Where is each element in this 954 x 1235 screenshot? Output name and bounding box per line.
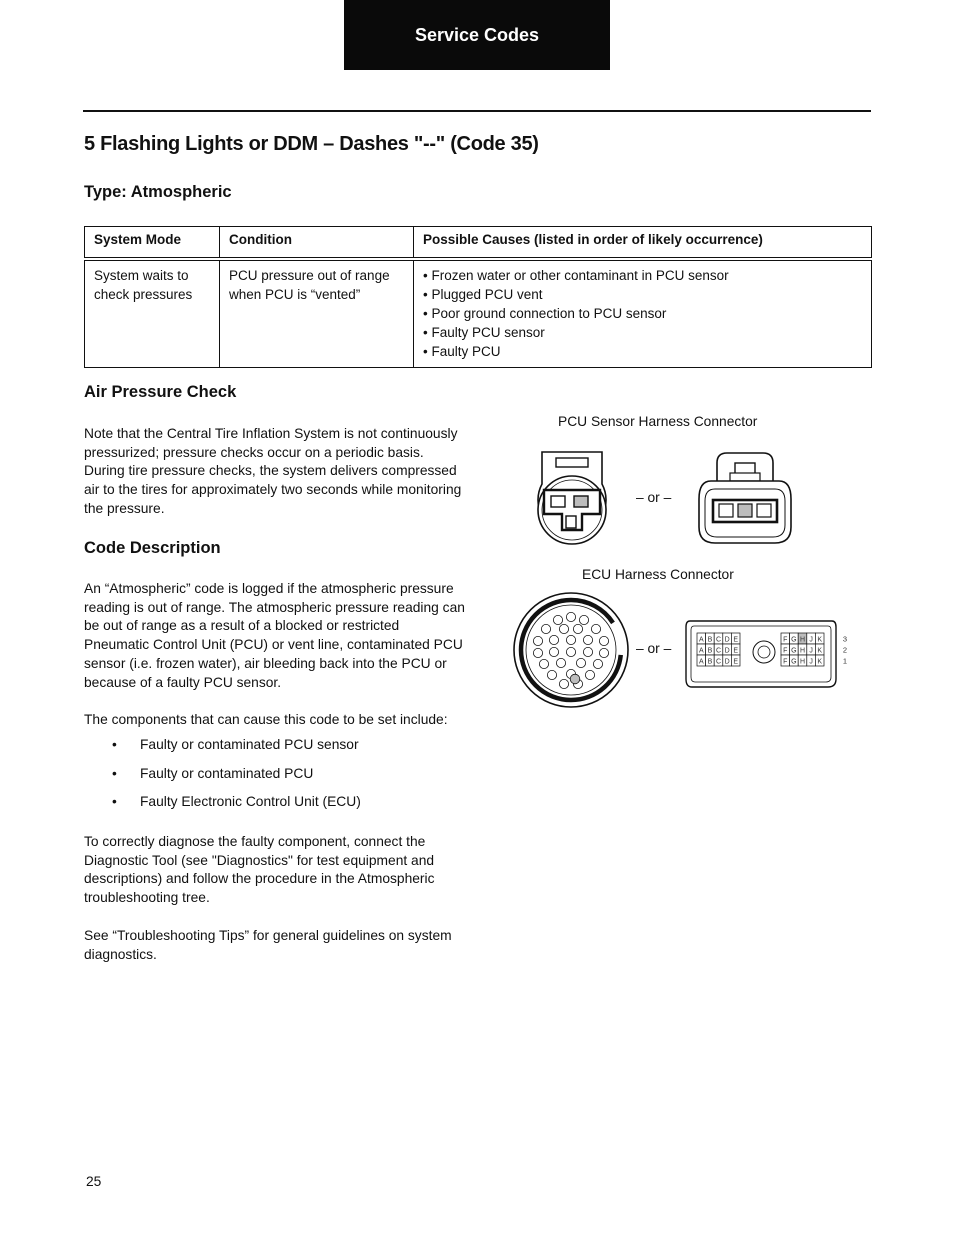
ecu-pin-letter: B [707, 658, 713, 666]
ecu-pin-letter: E [733, 647, 739, 655]
list-item [112, 766, 361, 795]
table-header-row [85, 227, 872, 260]
bullet-icon: • [112, 765, 117, 781]
ecu-pin-letter: K [817, 647, 823, 655]
cell-system-mode: System waits to check pressures [85, 259, 220, 368]
ecu-pin-letter: G [791, 658, 797, 666]
ecu-pin-letter: B [707, 636, 713, 644]
air-pressure-text: Note that the Central Tire Inflation System is not continuously pressurized; pressure checks occur on a periodic basis. During tire pressure checks, the system delivers compressed air to the tires for approximately two seconds while monitoring the pressure. [84, 426, 462, 516]
ecu-pin-letter: D [724, 636, 730, 644]
code-description-text: An “Atmospheric” code is logged if the atmospheric pressure reading is out of range. The atmospheric pressure reading can be out of range as a result of a blocked or restricted Pneumatic Control Unit (PCU) or vent line, contaminated PCU sensor (i.e. frozen water), air bleeding back into the PCU or because of a faulty PCU sensor. [84, 581, 465, 690]
cause-item: • Frozen water or other contaminant in PCU sensor [423, 268, 729, 283]
ecu-pin-letter: C [715, 658, 722, 666]
ecu-connector-round-icon [512, 592, 630, 708]
ecu-pin-letter: C [715, 636, 722, 644]
cause-item: • Faulty PCU sensor [423, 325, 545, 340]
type-heading: Type: Atmospheric [84, 183, 232, 201]
ecu-pin-letter: J [809, 658, 813, 666]
list-item-text: Faulty Electronic Control Unit (ECU) [140, 794, 361, 809]
components-intro: The components that can cause this code to be set include: [84, 712, 448, 727]
header-system-mode: System Mode [85, 227, 220, 260]
ecu-row-number: 1 [842, 656, 848, 666]
ecu-connector-label: ECU Harness Connector [582, 567, 734, 582]
cause-list [423, 266, 862, 361]
pcu-or-label: – or – [636, 490, 672, 505]
ecu-row-number: 3 [842, 634, 848, 644]
pcu-connector-label: PCU Sensor Harness Connector [558, 414, 758, 429]
section-tab [344, 0, 610, 70]
cell-causes [414, 259, 872, 368]
list-item [112, 794, 361, 823]
table-row [85, 259, 872, 368]
air-pressure-heading: Air Pressure Check [84, 383, 237, 401]
ecu-connector-rect-icon [684, 619, 852, 689]
ecu-pin-letter: G [791, 647, 797, 655]
ecu-pin-letter: G [791, 636, 797, 644]
ecu-pin-letter: A [698, 658, 704, 666]
cause-item: • Faulty PCU [423, 344, 501, 359]
bullet-icon: • [112, 794, 117, 809]
ecu-pin-letter: F [783, 647, 788, 655]
diagnose-text: To correctly diagnose the faulty component, connect the Diagnostic Tool (see "Diagnostics" for test equipment and descriptions) and follow the procedure in the Atmospheric troubleshooting tree. [84, 834, 435, 906]
ecu-pin-letter: F [783, 658, 788, 666]
service-code-table [84, 226, 872, 368]
header-possible-causes: Possible Causes (listed in order of likely occurrence) [414, 227, 872, 260]
ecu-pin-letter: F [783, 636, 788, 644]
ecu-pin-letter: H [799, 647, 806, 655]
cell-condition: PCU pressure out of range when PCU is “vented” [220, 259, 414, 368]
ecu-or-label: – or – [636, 641, 672, 656]
ecu-pin-letter: E [733, 636, 739, 644]
header-condition: Condition [220, 227, 414, 260]
ecu-pin-letter: K [817, 658, 823, 666]
ecu-pin-letter: D [724, 647, 730, 655]
list-item-text: Faulty or contaminated PCU sensor [140, 737, 359, 752]
ecu-pin-letter: D [724, 658, 730, 666]
pcu-connector-oval-icon [697, 451, 793, 545]
ecu-pin-letter: A [698, 636, 704, 644]
cause-item: • Poor ground connection to PCU sensor [423, 306, 667, 321]
component-list [112, 737, 361, 823]
bullet-icon: • [112, 737, 117, 752]
ecu-pin-letter: E [733, 658, 739, 666]
section-tab-label: Service Codes [414, 24, 540, 45]
cause-item: • Plugged PCU vent [423, 287, 543, 302]
header-rule [83, 110, 871, 112]
list-item [112, 737, 361, 766]
ecu-pin-letter: J [809, 636, 813, 644]
ecu-pin-letter: J [809, 647, 813, 655]
tips-text: See “Troubleshooting Tips” for general guidelines on system diagnostics. [84, 928, 452, 962]
ecu-pin-letter: K [817, 636, 823, 644]
ecu-row-number: 2 [842, 645, 848, 655]
list-item-text: Faulty or contaminated PCU [140, 765, 314, 781]
pcu-connector-round-icon [534, 450, 610, 548]
ecu-pin-letter: H [799, 636, 806, 644]
ecu-pin-letter: B [707, 647, 713, 655]
page-title: 5 Flashing Lights or DDM – Dashes "--" (Code 35) [84, 133, 539, 155]
page-number: 25 [86, 1174, 102, 1189]
ecu-pin-letter: H [799, 658, 806, 666]
code-description-heading: Code Description [84, 539, 221, 557]
ecu-pin-letter: A [698, 647, 704, 655]
ecu-pin-letter: C [715, 647, 722, 655]
